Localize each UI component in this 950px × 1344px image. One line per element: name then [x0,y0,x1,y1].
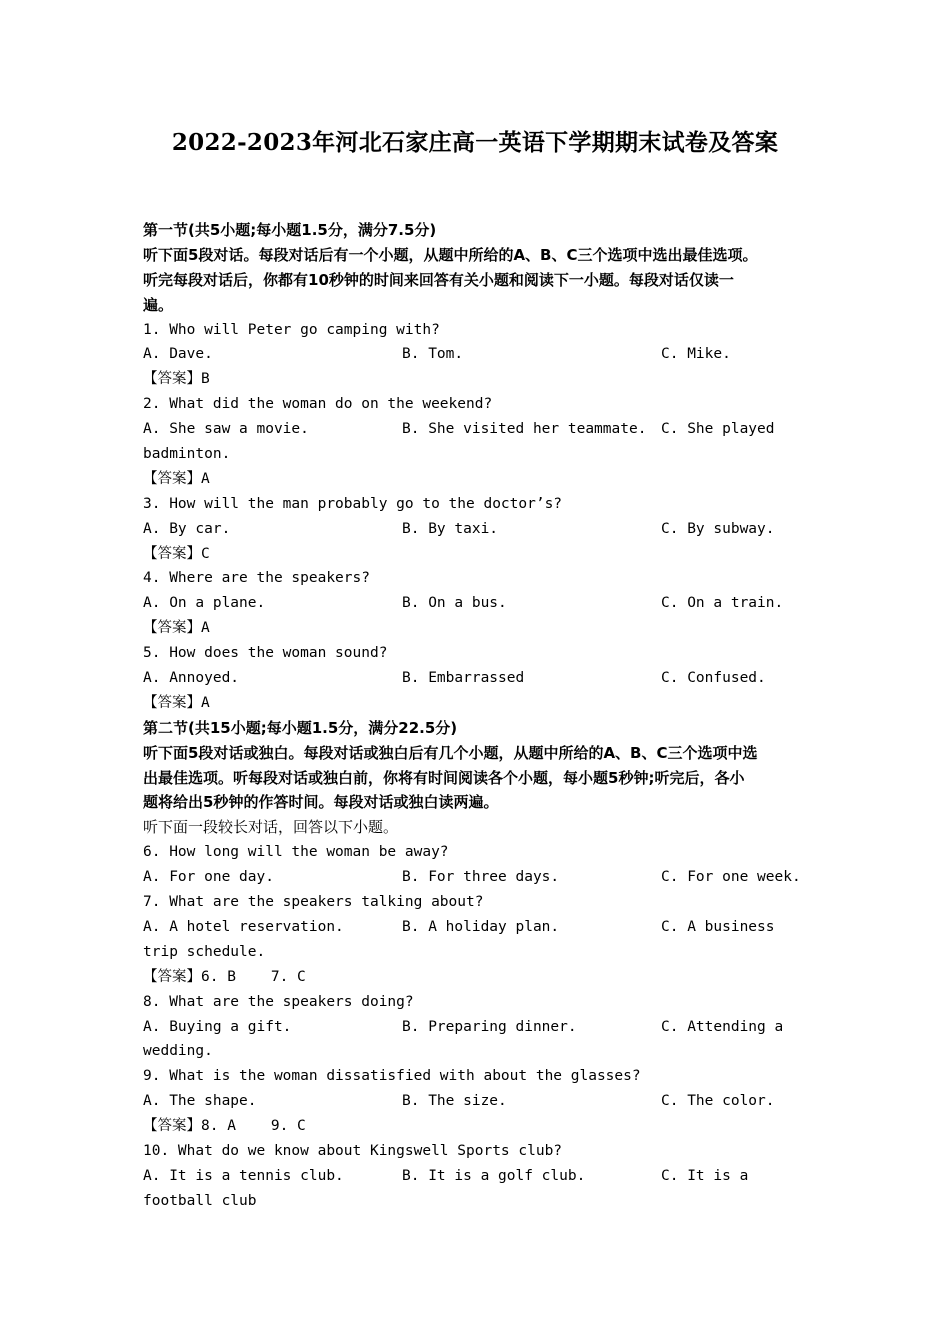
option-continuation: trip schedule. [143,943,266,960]
question-options [143,1089,813,1114]
option-c: C. For one week. [661,869,801,886]
section1-instruction: 听下面5段对话。每段对话后有一个小题，从题中所给的A、B、C三个选项中选出最佳选项。 [143,245,758,264]
section2-instruction: 听下面5段对话或独白。每段对话或独白后有几个小题，从题中所给的A、B、C三个选项中选 [143,743,758,762]
option-a: A. Annoyed. [143,670,240,687]
option-a: A. By car. [143,520,231,537]
answer-line: 【答案】C [143,545,210,562]
answer-line: 【答案】8. A 9. C [143,1118,306,1135]
option-c: C. Confused. [661,670,766,687]
question-options [143,417,813,442]
section2-instruction: 题将给出5秒钟的作答时间。每段对话或独白读两遍。 [143,793,499,812]
option-a: A. She saw a movie. [143,421,309,438]
question-stem: 1. Who will Peter go camping with? [143,321,440,338]
option-b: B. It is a golf club. [402,1167,586,1184]
question-stem: 2. What did the woman do on the weekend? [143,396,493,413]
option-a: A. A hotel reservation. [143,918,344,935]
document-title: 2022-2023年河北石家庄高一英语下学期期末试卷及答案 [171,129,779,156]
question-options [143,865,813,890]
question-stem: 3. How will the man probably go to the doctor’s? [143,495,563,512]
question-options [143,591,813,616]
question-stem: 8. What are the speakers doing? [143,993,414,1010]
question-stem: 6. How long will the woman be away? [143,844,449,861]
option-a: A. For one day. [143,869,274,886]
option-a: A. It is a tennis club. [143,1167,344,1184]
section2-instruction: 出最佳选项。听每段对话或独白前，你将有时间阅读各个小题，每小题5秒钟;听完后，各小 [143,768,745,787]
option-c: C. On a train. [661,595,784,612]
question-stem: 5. How does the woman sound? [143,645,388,662]
option-c: C. By subway. [661,520,775,537]
answer-line: 【答案】B [143,371,210,388]
question-options [143,342,813,367]
option-c: C. Attending a [661,1018,784,1035]
question-options [143,915,813,940]
option-b: B. Preparing dinner. [402,1018,577,1035]
section2-lead: 听下面一段较长对话，回答以下小题。 [143,818,399,837]
option-b: B. A holiday plan. [402,918,560,935]
document-body [143,218,813,1214]
option-b: B. By taxi. [402,520,499,537]
option-c: C. A business [661,918,775,935]
option-a: A. On a plane. [143,595,266,612]
section1-heading: 第一节(共5小题;每小题1.5分，满分7.5分) [143,221,437,239]
section1-instruction: 遍。 [143,295,174,314]
option-c: C. The color. [661,1093,775,1110]
answer-line: 【答案】A [143,620,210,637]
option-c: C. It is a [661,1167,749,1184]
option-b: B. Embarrassed [402,670,525,687]
option-continuation: football club [143,1192,257,1209]
question-options [143,1015,813,1040]
option-b: B. For three days. [402,869,560,886]
question-options [143,1164,813,1189]
section2-heading: 第二节(共15小题;每小题1.5分，满分22.5分) [143,718,458,737]
option-b: B. On a bus. [402,595,507,612]
option-b: B. She visited her teammate. [402,421,647,438]
option-a: A. Buying a gift. [143,1018,292,1035]
question-options [143,666,813,691]
option-continuation: wedding. [143,1043,213,1060]
question-stem: 7. What are the speakers talking about? [143,894,484,911]
option-c: C. She played [661,421,775,438]
option-continuation: badminton. [143,446,231,463]
option-a: A. Dave. [143,346,213,363]
option-b: B. The size. [402,1093,507,1110]
option-a: A. The shape. [143,1093,257,1110]
option-c: C. Mike. [661,346,731,363]
answer-line: 【答案】6. B 7. C [143,968,306,985]
question-options [143,517,813,542]
answer-line: 【答案】A [143,470,210,487]
question-stem: 9. What is the woman dissatisfied with about the glasses? [143,1068,641,1085]
question-stem: 10. What do we know about Kingswell Sports club? [143,1142,563,1159]
section1-instruction: 听完每段对话后，你都有10秒钟的时间来回答有关小题和阅读下一小题。每段对话仅读一 [143,270,734,289]
option-b: B. Tom. [402,346,464,363]
question-stem: 4. Where are the speakers? [143,570,370,587]
answer-line: 【答案】A [143,694,210,711]
